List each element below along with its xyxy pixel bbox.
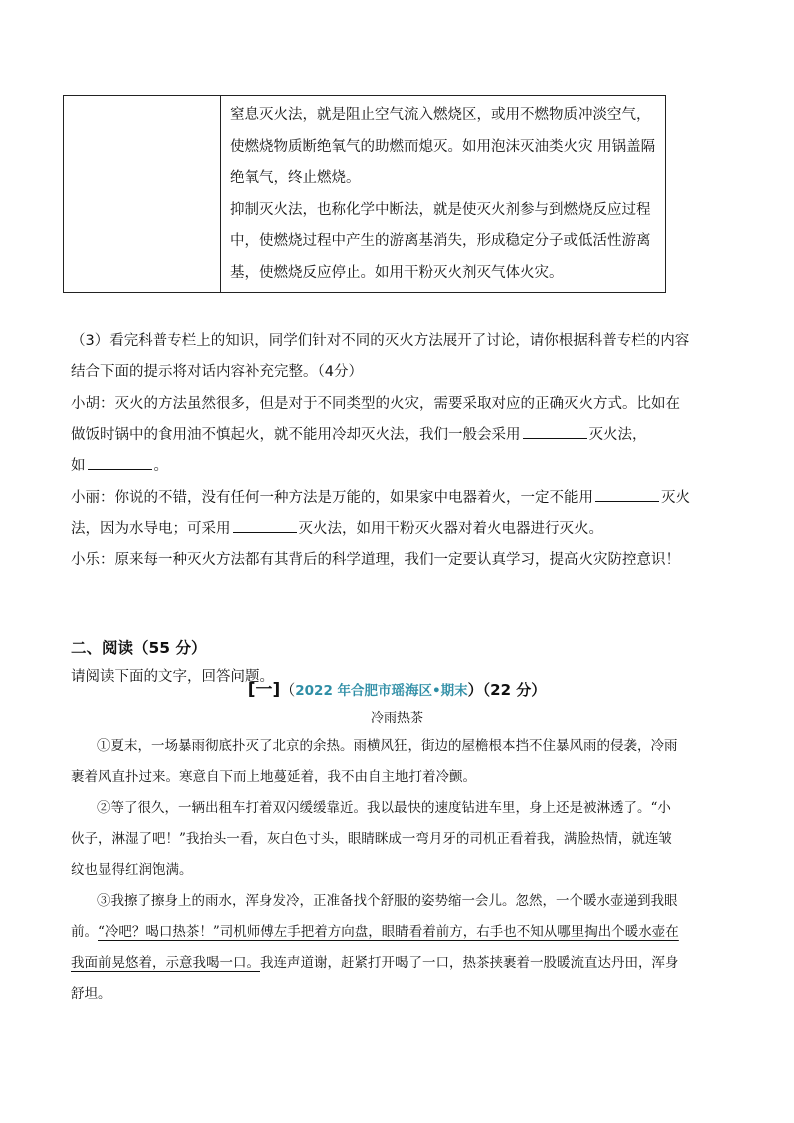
story-text: ③我擦了擦身上的雨水，浑身发冷，正准备找个舒服的姿势缩一会儿。忽然，一个暖水壶递到我眼前。 (71, 893, 678, 940)
story-paragraph-2: ②等了很久，一辆出租车打着双闪缓缓靠近。我以最快的速度钻进车里，身上还是被淋透了。“小伙子，淋湿了吧！”我抬头一看，灰白色寸头，眼睛眯成一弯月牙的司机正看着我，满脸热情，就连皱纹也显得红润饱满。 (71, 800, 672, 878)
table-column-divider (220, 96, 221, 292)
section-title: 二、阅读（55 分） (71, 639, 207, 657)
story-title: 冷雨热茶 (370, 711, 423, 726)
dialogue-text: 灭火法，如用干粉灭火器对着火电器进行灭火。 (298, 521, 603, 537)
dialogue-text: 灭火法，因为水导电；可采用 (71, 490, 690, 537)
ref-open: （ (280, 681, 296, 699)
dialogue-xiaoli (71, 483, 691, 545)
story-text: 我连声道谢，赶紧打开喝了一口，热茶挟裹着一股暖流直达丹田，浑身舒坦。 (71, 955, 679, 1002)
knowledge-table (63, 95, 666, 293)
table-paragraph-suffocation: 窒息灭火法，就是阻止空气流入燃烧区，或用不燃物质冲淡空气，使燃烧物质断绝氧气的助燃而熄灭。如用泡沫灭油类火灾 用锅盖隔绝氧气，终止燃烧。 (230, 107, 656, 186)
answer-blank-4[interactable] (233, 516, 297, 533)
answer-blank-2[interactable] (88, 453, 152, 470)
table-paragraph-inhibition: 抑制灭火法，也称化学中断法，就是使灭火剂参与到燃烧反应过程中，使燃烧过程中产生的游离基消失，形成稳定分子或低活性游离基，使燃烧反应停止。如用干粉灭火剂灭气体火灾。 (230, 201, 651, 281)
passage-reference (0, 675, 794, 700)
dialogue-text: 小胡：灭火的方法虽然很多，但是对于不同类型的火灾，需要采取对应的正确灭火方式。比如在做饭时锅中的食用油不慎起火，就不能用冷却灭火法，我们一般会采用 (71, 396, 680, 443)
passage-score: ）（22 分） (467, 681, 547, 699)
underlined-sentence: “冷吧？喝口热茶！”司机师傅左手把着方向盘，眼睛看着前方，右手也不知从哪里掏出个暖水壶在我面前晃悠着，示意我喝一口。 (71, 924, 679, 971)
table-content-cell (230, 100, 660, 289)
dialogue-text: 如 (71, 458, 86, 474)
dialogue-xiaole: 小乐：原来每一种灭火方法都有其背后的科学道理，我们一定要认真学习，提高火灾防控意识！ (71, 552, 680, 568)
dialogue-xiaohu (71, 389, 691, 482)
question-3-prompt: （3）看完科普专栏上的知识，同学们针对不同的灭火方法展开了讨论，请你根据科普专栏的内容结合下面的提示将对话内容补充完整。（4分） (71, 333, 690, 380)
passage-source: 2022 年合肥市瑶海区•期末 (295, 683, 468, 699)
answer-blank-1[interactable] (523, 422, 587, 439)
section-intro: 请阅读下面的文字，回答问题。 (71, 669, 274, 685)
story-paragraph-1: ①夏末，一场暴雨彻底扑灭了北京的余热。雨横风狂，街边的屋檐根本挡不住暴风雨的侵袭，冷雨裹着风直扑过来。寒意自下而上地蔓延着，我不由自主地打着冷颤。 (71, 738, 678, 785)
dialogue-text: 灭火法， (588, 427, 647, 443)
dialogue-text: 。 (153, 458, 168, 474)
passage-number: [一] (247, 680, 281, 700)
answer-blank-3[interactable] (595, 485, 659, 502)
dialogue-text: 小丽：你说的不错，没有任何一种方法是万能的，如果家中电器着火，一定不能用 (71, 490, 593, 506)
story-paragraph-3 (71, 886, 683, 1010)
